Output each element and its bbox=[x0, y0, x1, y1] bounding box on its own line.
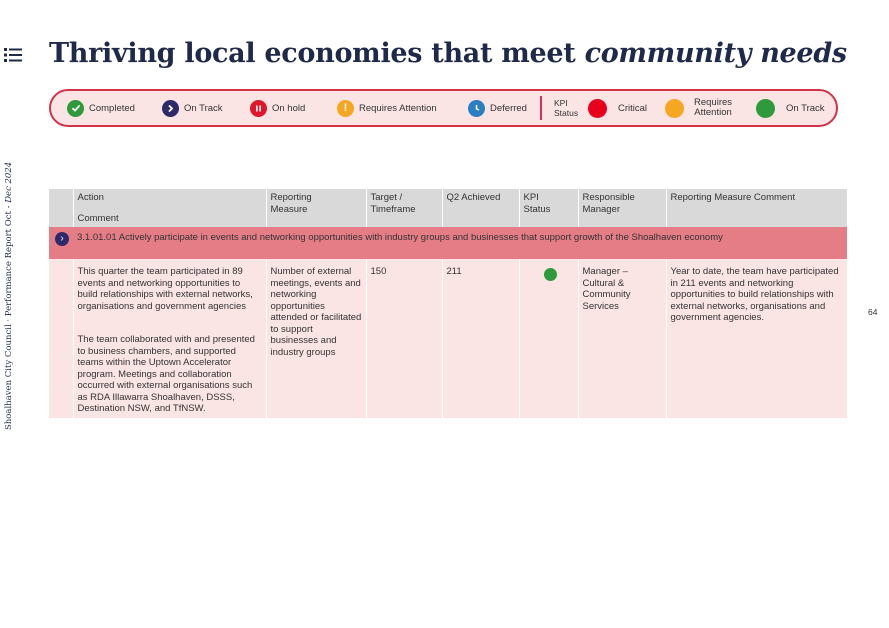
legend-label: On hold bbox=[272, 102, 306, 114]
header-action-label: Action bbox=[77, 192, 104, 203]
side-org: Shoalhaven City Council · Performance Report Oct bbox=[4, 211, 14, 430]
red-circle-icon bbox=[588, 99, 607, 118]
kpi-table bbox=[49, 189, 847, 418]
header-reporting-measure-comment: Reporting Measure Comment bbox=[666, 189, 847, 227]
legend-label bbox=[694, 98, 732, 118]
list-menu-icon[interactable] bbox=[4, 47, 22, 63]
legend-kpi-critical bbox=[588, 91, 647, 125]
detail-spacer bbox=[49, 259, 73, 418]
table-header-row bbox=[49, 189, 847, 227]
side-footer: Shoalhaven City Council · Performance Report Oct - Dec 2024 bbox=[4, 161, 14, 430]
header-line: Reporting bbox=[270, 192, 312, 203]
comment-cell bbox=[73, 259, 266, 418]
on-track-chevron-icon[interactable]: › bbox=[55, 232, 69, 246]
page-title bbox=[49, 38, 847, 69]
side-period: Dec 2024 bbox=[4, 161, 14, 203]
header-line: Target / bbox=[370, 192, 403, 203]
legend-completed bbox=[67, 91, 135, 125]
kpi-status-dot-icon bbox=[544, 268, 557, 281]
header-line: Timeframe bbox=[370, 203, 416, 215]
comment-paragraph: This quarter the team participated in 89 events and networking opportunities to build relationships with external networks, organisations and government agencies bbox=[77, 266, 253, 312]
legend-label: Critical bbox=[618, 102, 648, 114]
exclamation-icon: ! bbox=[337, 100, 354, 117]
legend-label: Deferred bbox=[490, 102, 527, 114]
kpi-title-line: Status bbox=[554, 108, 579, 118]
header-action bbox=[73, 189, 266, 227]
kpi-title-line: KPI bbox=[554, 98, 568, 108]
title-main: Thriving local economies that meet bbox=[49, 38, 585, 69]
comment-paragraph: The team collaborated with and presented to business chambers, and supported teams within the Uptown Accelerator program. Meetings and collaboration occurred with external organisations such as RDA Illawarra Shoalhaven, DSSS, Destination NSW, and TfNSW. bbox=[77, 334, 255, 414]
legend-kpi-requires-attention bbox=[665, 91, 732, 125]
header-line: Measure bbox=[270, 203, 308, 215]
header-reporting-measure bbox=[266, 189, 366, 227]
kpi-status-title bbox=[554, 98, 578, 118]
responsible-manager-cell: Manager – Cultural & Community Services bbox=[578, 259, 666, 418]
action-row bbox=[49, 227, 847, 259]
target-cell: 150 bbox=[366, 259, 442, 418]
clock-icon bbox=[468, 100, 485, 117]
legend-deferred bbox=[468, 91, 527, 125]
legend-label-line: Attention bbox=[694, 107, 732, 118]
legend-label: On Track bbox=[184, 102, 223, 114]
action-title: 3.1.01.01 Actively participate in events and networking opportunities with industry groups and businesses that support growth of the Shoalhaven economy bbox=[73, 227, 847, 259]
legend-label: On Track bbox=[786, 102, 825, 114]
legend-divider bbox=[540, 96, 542, 120]
header-comment-label: Comment bbox=[77, 212, 119, 224]
page-number: 64 bbox=[868, 307, 878, 317]
q2-achieved-cell: 211 bbox=[442, 259, 519, 418]
legend-requires-attention bbox=[337, 91, 437, 125]
header-line: KPI bbox=[523, 192, 539, 203]
legend-label: Completed bbox=[89, 102, 135, 114]
legend-label: Requires Attention bbox=[359, 102, 437, 114]
kpi-status-cell bbox=[519, 259, 578, 418]
chevron-right-icon bbox=[162, 100, 179, 117]
header-target bbox=[366, 189, 442, 227]
legend-on-hold bbox=[250, 91, 305, 125]
green-circle-icon bbox=[756, 99, 775, 118]
check-icon bbox=[67, 100, 84, 117]
table-row bbox=[49, 259, 847, 418]
reporting-measure-cell: Number of external meetings, events and networking opportunities attended or facilitated to support businesses and industry groups bbox=[266, 259, 366, 418]
title-emphasis: community needs bbox=[584, 38, 847, 69]
amber-circle-icon bbox=[665, 99, 684, 118]
header-responsible-manager bbox=[578, 189, 666, 227]
status-legend bbox=[49, 89, 838, 127]
header-line: Manager bbox=[582, 203, 620, 215]
legend-on-track bbox=[162, 91, 223, 125]
reporting-measure-comment-cell: Year to date, the team have participated in 211 events and networking opportunities to build relationships with external networks, organisations and government agencies. bbox=[666, 259, 847, 418]
header-kpi-status bbox=[519, 189, 578, 227]
header-q2-achieved: Q2 Achieved bbox=[442, 189, 519, 227]
action-status-cell bbox=[49, 227, 73, 259]
pause-icon bbox=[250, 100, 267, 117]
header-line: Status bbox=[523, 203, 551, 215]
legend-label-line: Requires bbox=[694, 97, 733, 108]
legend-kpi-on-track bbox=[756, 91, 825, 125]
header-line: Responsible bbox=[582, 192, 635, 203]
header-spacer bbox=[49, 189, 73, 227]
